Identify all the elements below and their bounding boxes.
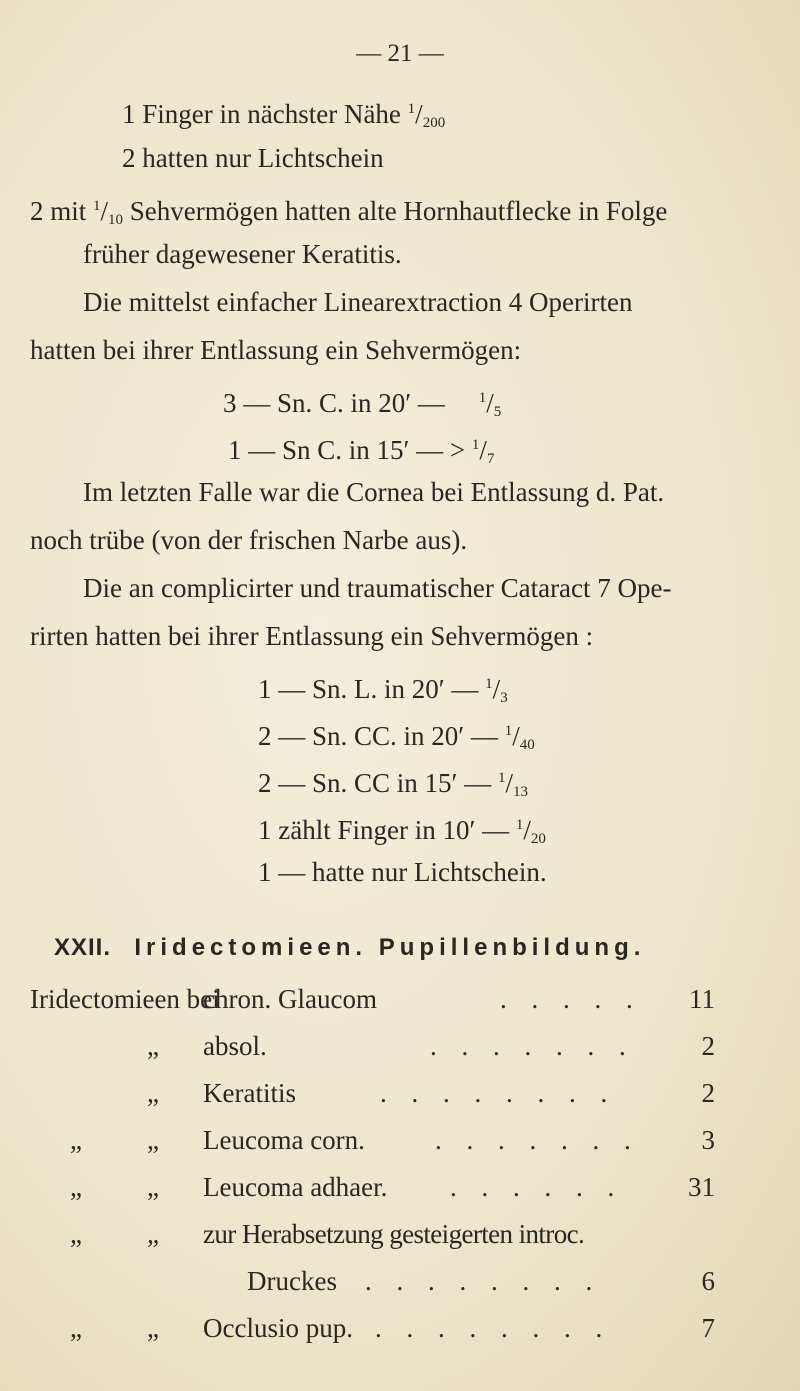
text-line: Im letzten Falle war die Cornea bei Entlassung d. Pat.: [83, 477, 665, 507]
page-number: — 21 —: [356, 40, 444, 67]
text-line: hatten bei ihrer Entlassung ein Sehvermögen:: [30, 335, 522, 365]
text-line: rirten hatten bei ihrer Entlassung ein Sehvermögen :: [30, 621, 594, 651]
vision-line: 1 zählt Finger in 10′ — $^1/_{20}$: [258, 815, 546, 847]
text-line: 2 hatten nur Lichtschein: [122, 143, 384, 173]
text-line: früher dagewesener Keratitis.: [83, 239, 402, 269]
fraction: $^1/_{10}$: [93, 196, 124, 228]
line-text: 1 Finger in nächster Nähe: [122, 99, 401, 129]
vision-line: 3 — Sn. C. in 20′ — $^1/_5$: [223, 388, 502, 420]
vision-line: 1 — hatte nur Lichtschein.: [258, 857, 547, 887]
text-line: noch trübe (von der frischen Narbe aus).: [30, 525, 468, 555]
text-line: 2 mit $^1/_{10}$ Sehvermögen hatten alte Hornhautflecke in Folge: [30, 196, 668, 228]
vision-line: 2 — Sn. CC. in 20′ — $^1/_{40}$: [258, 721, 535, 753]
section-heading: XXII. Iridectomieen. Pupillenbildung.: [54, 934, 646, 961]
vision-line: 1 — Sn C. in 15′ — > $^1/_7$: [228, 435, 495, 467]
vision-line: 1 — Sn. L. in 20′ — $^1/_3$: [258, 674, 508, 706]
vision-line: 2 — Sn. CC in 15′ — $^1/_{13}$: [258, 768, 528, 800]
document-page: — 21 — 1 Finger in nächster Nähe $^1/_{200}$ 2 hatten nur Lichtschein 2 mit $^1/_{10}$ Sehvermögen hatten alte Hornhautflecke in Folge früher dagewesener Keratitis. Die mittelst einfacher Linearextraction 4 Operirten hatten bei ihrer Entlassung ein Sehvermögen: 3 — Sn. C. in 20′ — $^1/_5$ 1 — Sn C. in 15′ — > $^1/_7$ Im letzten Falle war die Cornea bei Entlassung d. Pat. noch trübe (von der frischen Narbe aus). Die an complicirter und traumatischer Cataract 7 Ope- rirten hatten bei ihrer Entlassung ein Sehvermögen : 1 — Sn. L. in 20′ — $^1/_3$ 2 — Sn. CC. in 20′ — $^1/_{40}$ 2 — Sn. CC in 15′ — $^1/_{13}$ 1 zählt Finger in 10′ — $^1/_{20}$ 1 — hatte nur Lichtschein. XXII. Iridectomieen. Pupillenbildung. Iridectomieen bei chron. Glaucom . . . . . 11 „ absol. . . . . . . . 2 „ Keratitis . . . . . . . . 2 „ „ Leucoma corn. . . . . . . . 3 „ „ Leucoma adhaer. . . . . . . 31 „ „ zur Herabsetzung gesteigerten introc. Druckes . . . . . . . . 6 „ „ Occlusio pup. . . . . . . . . 7: [0, 0, 800, 1391]
text-line: Die mittelst einfacher Linearextraction 4 Operirten: [83, 287, 633, 317]
text-line: Die an complicirter und traumatischer Cataract 7 Ope-: [83, 573, 672, 603]
fraction: $^1/_{200}$: [407, 99, 446, 131]
